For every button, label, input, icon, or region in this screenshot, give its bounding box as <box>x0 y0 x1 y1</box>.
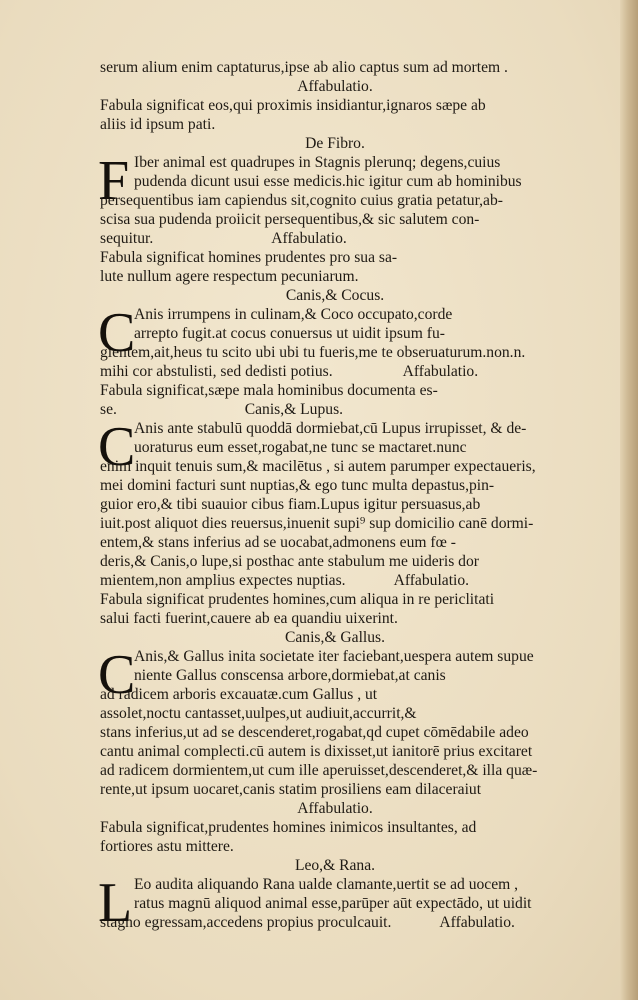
moral-line: lute nullum agere respectum pecuniarum. <box>100 268 359 285</box>
text-line: pudenda dicunt usui esse medicis.hic igitur cum ab hominibus <box>134 173 522 190</box>
affabulatio-heading: Affabulatio. <box>297 800 373 817</box>
text-line: uoraturus eum esset,rogabat,ne tunc se mactaret.nunc <box>134 439 467 456</box>
moral-line: Fabula significat,prudentes homines inimicos insultantes, ad <box>100 819 477 836</box>
fable-body-fibro <box>98 150 570 248</box>
text-line: stans inferius,ut ad se descenderet,rogabat,qd cupet cōmēdabile adeo <box>100 724 529 741</box>
moral-line <box>100 400 570 419</box>
text-line: serum alium enim captaturus,ipse ab alio captus sum ad mortem . <box>100 59 508 76</box>
affabulatio-heading: Affabulatio. <box>297 78 373 95</box>
moral-line: fortiores astu mittere. <box>100 838 234 855</box>
text-line <box>100 913 570 932</box>
text-line: assolet,noctu cantasset,uulpes,ut audiuit,accurrit,& <box>100 705 417 722</box>
text-line: scisa sua pudenda proiicit persequentibus,& sic salutem con- <box>100 211 480 228</box>
text-line: cantu animal complecti.cū autem is dixisset,ut ianitorē prius excitaret <box>100 743 533 760</box>
text-line: rente,ut ipsum uocaret,canis statim prosiliens eam dilaceraiut <box>100 781 482 798</box>
text-line: gientem,ait,heus tu scito ubi ubi tu fueris,me te obseruaturum.non.n. <box>100 344 526 361</box>
moral-line: Fabula significat homines prudentes pro sua sa- <box>100 249 398 266</box>
text-line: arrepto fugit.at cocus conuersus ut uidit ipsum fu- <box>134 325 445 342</box>
text-line: ad radicem dormientem,ut cum ille aperuisset,descenderet,& illa quæ- <box>100 762 538 779</box>
text-line: deris,& Canis,o lupe,si posthac ante stabulum me uideris dor <box>100 553 479 570</box>
fable-body-canis-gallus <box>98 644 570 799</box>
fable-title-canis-gallus: Canis,& Gallus. <box>284 629 386 646</box>
text-line: Anis irrumpens in culinam,& Coco occupato,corde <box>134 306 453 323</box>
drop-cap: L <box>98 872 133 934</box>
moral-line: aliis id ipsum pati. <box>100 116 216 133</box>
text-fragment: sequitur. <box>100 230 154 247</box>
affabulatio-heading: Affabulatio. <box>271 230 347 247</box>
text-line <box>100 229 570 248</box>
text-line: Eo audita aliquando Rana ualde clamante,uertit se ad uocem , <box>134 876 519 893</box>
text-fragment: mihi cor abstulisti, sed dedisti potius. <box>100 363 333 380</box>
fable-title-leo-rana: Leo,& Rana. <box>294 857 376 874</box>
drop-cap: C <box>98 416 136 478</box>
text-line: enim inquit tenuis sum,& macilētus , si autem parumper expectaueris, <box>100 458 536 475</box>
text-line: mei domini facturi sunt nuptias,& ego tunc multa depastus,pin- <box>100 477 495 494</box>
text-line <box>100 571 570 590</box>
text-line: iuit.post aliquot dies reuersus,inuenit supi⁹ sup domicilio canē dormi- <box>100 515 534 532</box>
fable-body-canis-lupus <box>98 416 570 590</box>
moral-line: Fabula significat prudentes homines,cum aliqua in re periclitati <box>100 591 495 608</box>
text-line: ratus magnū aliquod animal esse,parūper aūt expectādo, ut uidit <box>134 895 532 912</box>
text-line: Anis ante stabulū quoddā dormiebat,cū Lupus irrupisset, & de- <box>134 420 527 437</box>
drop-cap: C <box>98 644 136 706</box>
text-line: ad radicem arboris excauatæ.cum Gallus , ut <box>100 686 378 703</box>
fable-body-canis-cocus <box>98 302 570 381</box>
drop-cap: C <box>98 302 136 364</box>
text-fragment: se. <box>100 401 117 418</box>
text-line: Iber animal est quadrupes in Stagnis plerunq; degens,cuius <box>134 154 501 171</box>
text-line: entem,& stans inferius ad se uocabat,admonens eum fœ - <box>100 534 456 551</box>
affabulatio-heading: Affabulatio. <box>402 363 479 380</box>
moral-line: Fabula significat,sæpe mala hominibus documenta es- <box>100 382 438 399</box>
fable-title-canis-cocus: Canis,& Cocus. <box>285 287 385 304</box>
affabulatio-heading: Affabulatio. <box>393 572 470 589</box>
fable-title-fibro: De Fibro. <box>305 135 365 152</box>
text-fragment: mientem,non amplius expectes nuptias. <box>100 572 346 589</box>
text-line: niente Gallus conscensa arbore,dormiebat,at canis <box>134 667 446 684</box>
moral-line: Fabula significat eos,qui proximis insidiantur,ignaros sæpe ab <box>100 97 486 114</box>
text-line <box>100 362 570 381</box>
page-edge <box>620 0 638 1000</box>
fable-title-canis-lupus: Canis,& Lupus. <box>244 401 344 418</box>
text-line: persequentibus iam capiendus sit,cognito cuius gratia petatur,ab- <box>100 192 503 209</box>
text-fragment: stagno egressam,accedens propius proculcauit. <box>100 914 392 931</box>
text-line: guior ero,& tibi suauior cibus fiam.Lupus igitur persuasus,ab <box>100 496 481 513</box>
moral-line: salui facti fuerint,cauere ab ea quandiu uixerint. <box>100 610 398 627</box>
text-line: Anis,& Gallus inita societate iter faciebant,uespera autem supue <box>134 648 534 665</box>
affabulatio-heading: Affabulatio. <box>439 914 515 931</box>
drop-cap: F <box>98 150 130 212</box>
fable-body-leo-rana <box>98 872 570 934</box>
page-text <box>100 58 570 932</box>
